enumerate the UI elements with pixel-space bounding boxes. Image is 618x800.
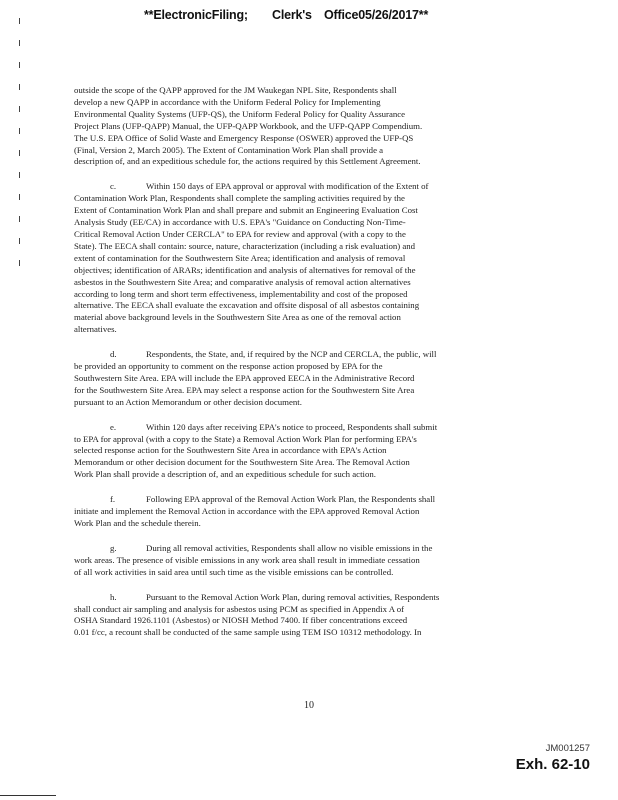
paragraph-label: c.	[110, 181, 117, 192]
line-text: Project Plans (UFP-QAPP) Manual, the UFP-QAPP Workbook, and the UFP-QAPP Compendium.	[74, 120, 423, 131]
line-text: pursuant to an Action Memorandum or other decision document.	[74, 396, 302, 407]
text-line	[74, 615, 546, 627]
line-text: be provided an opportunity to comment on the response action proposed by EPA for the	[74, 361, 383, 372]
line-text: Following EPA approval of the Removal Action Work Plan, the Respondents shall	[146, 494, 436, 505]
line-text: Work Plan and the schedule therein.	[74, 518, 201, 528]
paragraph	[74, 422, 546, 482]
line-text: Pursuant to the Removal Action Work Plan, during removal activities, Respondents	[146, 591, 440, 602]
text-line	[74, 434, 546, 446]
line-text: to EPA for approval (with a copy to the State) a Removal Action Work Plan for performing EPA's	[74, 433, 417, 444]
line-text: State). The EECA shall contain: source, nature, characterization (including a risk evaluation) and	[74, 240, 416, 251]
line-text: of all work activities in said area until such time as the visible emissions can be controlled.	[74, 566, 394, 577]
line-text: Memorandum or other decision document for the Southwestern Site Area. The Removal Action	[74, 457, 410, 468]
line-text: asbestos in the Southwestern Site Area; and comparative analysis of removal action alternatives	[74, 276, 411, 287]
text-line	[74, 181, 546, 193]
text-line	[74, 445, 546, 457]
line-text: selected response action for the Southwestern Site Area in accordance with EPA's Action	[74, 445, 387, 456]
line-text: work areas. The presence of visible emissions in any work area shall result in immediate cessation	[74, 554, 420, 565]
line-text: extent of contamination for the Southwestern Site Area; identification and analysis of removal	[74, 252, 406, 263]
paragraph	[74, 85, 546, 168]
text-line	[74, 324, 546, 336]
line-text: Southwestern Site Area. EPA will include the EPA approved EECA in the Administrative Record	[74, 372, 415, 383]
paragraph-label: f.	[110, 494, 116, 505]
text-line	[74, 555, 546, 567]
line-text: OSHA Standard 1926.1101 (Asbestos) or NIOSH Method 7400. If fiber concentrations exceed	[74, 615, 408, 626]
line-text: (Final, Version 2, March 2005). The Extent of Contamination Work Plan shall provide a	[74, 144, 384, 155]
line-text: 0.01 f/cc, a recount shall be conducted of the same sample using TEM ISO 10312 methodology. In	[74, 627, 422, 638]
line-text: Critical Removal Action Under CERCLA" to EPA for review and approval (with a copy to the	[74, 228, 406, 239]
line-text: Analysis Study (EE/CA) in accordance with U.S. EPA's "Guidance on Conducting Non-Time-	[74, 217, 406, 228]
paragraph-label: h.	[110, 591, 117, 602]
paragraph	[74, 543, 546, 579]
line-text: The U.S. EPA Office of Solid Waste and Emergency Response (OSWER) approved the UFP-QS	[74, 132, 414, 143]
text-line	[74, 567, 546, 579]
text-line	[74, 494, 546, 506]
footer-rule	[0, 795, 56, 796]
line-text: according to long term and short term effectiveness, implementability and cost of the proposed	[74, 288, 408, 299]
line-text: Work Plan shall provide a description of, and an expeditious schedule for such action.	[74, 469, 376, 480]
text-line	[74, 97, 546, 109]
text-line	[74, 312, 546, 324]
text-line	[74, 604, 546, 616]
text-line	[74, 506, 546, 518]
line-text: develop a new QAPP in accordance with the Uniform Federal Policy for Implementing	[74, 96, 381, 107]
line-text: shall conduct air sampling and analysis for asbestos using PCM as specified in Appendix A of	[74, 603, 405, 614]
line-text: Respondents, the State, and, if required by the NCP and CERCLA, the public, will	[146, 349, 437, 360]
text-line	[74, 361, 546, 373]
text-line	[74, 627, 546, 639]
text-line	[74, 277, 546, 289]
line-text: Contamination Work Plan, Respondents shall complete the sampling activities required by the	[74, 193, 405, 204]
text-line	[74, 397, 546, 409]
line-text: During all removal activities, Respondents shall allow no visible emissions in the	[146, 542, 433, 553]
line-text: Extent of Contamination Work Plan and shall prepare and submit an Engineering Evaluation Cost	[74, 205, 418, 216]
line-text: Within 150 days of EPA approval or approval with modification of the Extent of	[146, 181, 429, 192]
line-text: alternative. The EECA shall evaluate the excavation and offsite disposal of all asbestos containing	[74, 300, 420, 311]
text-line	[74, 592, 546, 604]
text-line	[74, 265, 546, 277]
line-text: for the Southwestern Site Area. EPA may select a response action for the Southwestern Site Area	[74, 384, 415, 395]
paragraph-label: g.	[110, 542, 117, 553]
paragraph	[74, 181, 546, 336]
header-office-date: Office05/26/2017**	[324, 8, 429, 22]
text-line	[74, 385, 546, 397]
paragraph	[74, 494, 546, 530]
paragraph-label: d.	[110, 349, 117, 360]
text-line	[74, 289, 546, 301]
header-clerk: Clerk's	[272, 8, 312, 22]
text-line	[74, 229, 546, 241]
header-filing: **ElectronicFiling;	[144, 8, 248, 22]
text-line	[74, 543, 546, 555]
text-line	[74, 205, 546, 217]
text-line	[74, 518, 546, 530]
paragraph	[74, 592, 546, 640]
line-text: objectives; identification of ARARs; identification and analysis of alternatives for removal of the	[74, 264, 416, 275]
text-line	[74, 457, 546, 469]
line-text: Environmental Quality Systems (UFP-QS), the Uniform Federal Policy for Quality Assurance	[74, 108, 406, 119]
text-line	[74, 121, 546, 133]
filing-header	[0, 8, 618, 32]
text-line	[74, 109, 546, 121]
line-text: outside the scope of the QAPP approved for the JM Waukegan NPL Site, Respondents shall	[74, 85, 397, 95]
text-line	[74, 217, 546, 229]
text-line	[74, 133, 546, 145]
scan-margin-marks	[19, 0, 27, 800]
line-text: initiate and implement the Removal Action in accordance with the EPA approved Removal Action	[74, 506, 420, 517]
text-line	[74, 85, 546, 97]
line-text: material above background levels in the Southwestern Site Area as one of the removal action	[74, 312, 401, 323]
line-text: description of, and an expeditious schedule for, the actions required by this Settlement Agreement.	[74, 156, 421, 167]
bates-number: JM001257	[545, 743, 590, 754]
paragraph-label: e.	[110, 421, 117, 432]
text-line	[74, 253, 546, 265]
exhibit-label: Exh. 62-10	[515, 756, 590, 773]
document-body	[74, 85, 546, 652]
line-text: alternatives.	[74, 324, 117, 335]
text-line	[74, 349, 546, 361]
text-line	[74, 300, 546, 312]
text-line	[74, 422, 546, 434]
text-line	[74, 193, 546, 205]
paragraph	[74, 349, 546, 409]
line-text: Within 120 days after receiving EPA's notice to proceed, Respondents shall submit	[146, 421, 438, 432]
page-number: 10	[304, 700, 314, 711]
text-line	[74, 156, 546, 168]
text-line	[74, 469, 546, 481]
text-line	[74, 373, 546, 385]
text-line	[74, 241, 546, 253]
text-line	[74, 145, 546, 157]
